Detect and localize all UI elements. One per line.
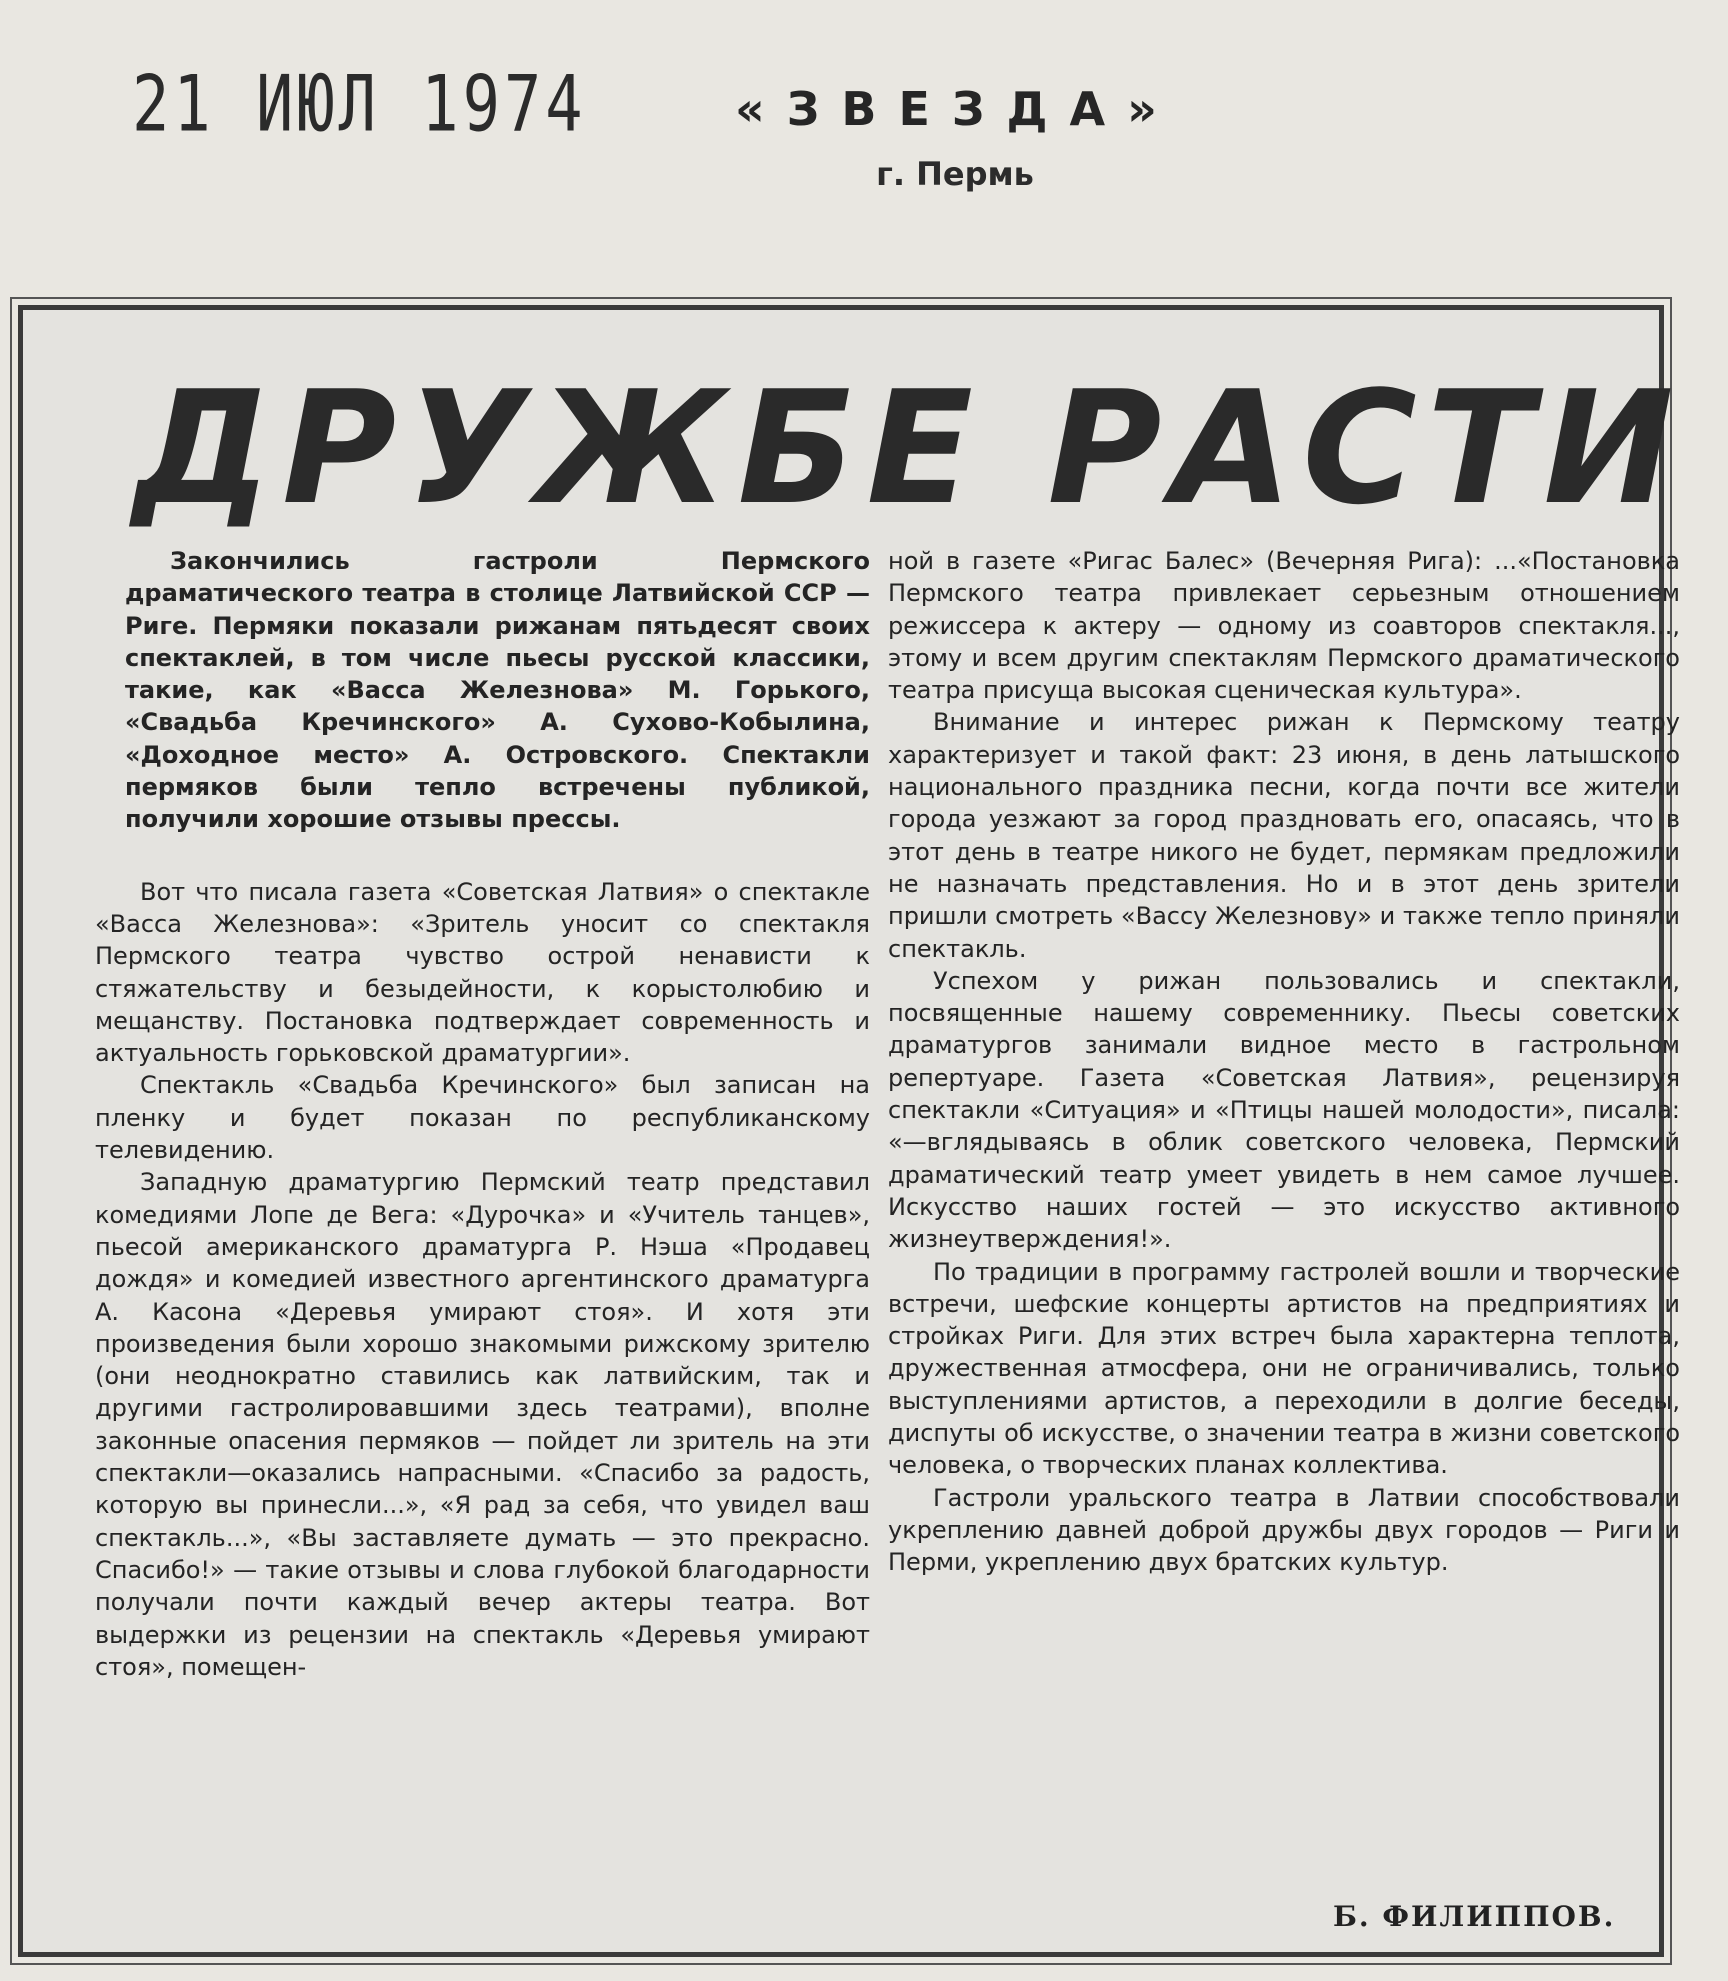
newspaper-clipping [18,305,1684,1957]
article-lead: Закончились гастроли Пермского драматического театра в столице Латвийской ССР — Риге. Пермяки показали рижанам пятьдесят своих спектаклей, в том числе пьесы русской классики, такие, как «Васса Железнова» М. Горького, «Свадьба Кречинского» А. Сухово-Кобылина, «Доходное место» А. Островского. Спектакли пермяков были тепло встречены публикой, получили хорошие отзывы прессы. [125,547,870,834]
article-paragraph: По традиции в программу гастролей вошли и творческие встречи, шефские концерты артистов на предприятиях и стройках Риги. Для этих встреч была характерна теплота, дружественная атмосфера, они не ограничивались, только выступлениями артистов, а переходили в долгие беседы, диспуты об искусстве, о значении театра в жизни советского человека, о творческих планах коллектива. [888,1257,1680,1480]
article-paragraph-continuation: ной в газете «Ригас Балес» (Вечерняя Рига): ...«Постановка Пермского театра привлекает серьезным отношением режиссера к актеру — одному из соавторов спектакля..., этому и всем другим спектаклям Пермского драматического театра присуща высокая сценическая культура». [888,547,1680,705]
date-stamp: 21 ИЮЛ 1974 [132,58,587,150]
article-headline: ДРУЖБЕ РАСТИ [133,357,1684,539]
article-paragraph: Внимание и интерес рижан к Пермскому театру характеризует и такой факт: 23 июня, в день латышского национального праздника песни, когда почти все жители города уезжают за город праздновать его, опасаясь, что в этот день в театре никого не будет, пермякам предложили не назначать представления. Но и в этот день зрители пришли смотреть «Вассу Железнову» и также тепло приняли спектакль. [888,708,1680,963]
article-paragraph: Гастроли уральского театра в Латвии способствовали укреплению давней доброй дружбы двух городов — Риги и Перми, укреплению двух братских культур. [888,1483,1680,1577]
article-paragraph: Спектакль «Свадьба Кречинского» был записан на пленку и будет показан по республиканскому телевидению. [95,1071,870,1165]
article-paragraph: Западную драматургию Пермский театр представил комедиями Лопе де Вега: «Дурочка» и «Учитель танцев», пьесой американского драматурга Р. Нэша «Продавец дождя» и комедией известного аргентинского драматурга А. Касона «Деревья умирают стоя». И хотя эти произведения были хорошо знакомыми рижскому зрителю (они неоднократно ставились как латвийским, так и другими гастролировавшими здесь театрами), вполне законные опасения пермяков — пойдет ли зритель на эти спектакли—оказались напрасными. «Спасибо за радость, которую вы принесли...», «Я рад за себя, что увидел ваш спектакль...», «Вы заставляете думать — это прекрасно. Спасибо!» — такие отзывы и слова глубокой благодарности получали почти каждый вечер актеры театра. Вот выдержки из рецензии на спектакль «Деревья умирают стоя», помещен- [95,1168,870,1681]
article-paragraph: Успехом у рижан пользовались и спектакли, посвященные нашему современнику. Пьесы советских драматургов занимали видное место в гастрольном репертуаре. Газета «Советская Латвия», рецензируя спектакли «Ситуация» и «Птицы нашей молодости», писала: «—вглядываясь в облик советского человека, Пермский драматический театр умеет увидеть в нем самое лучшее. Искусство наших гостей — это искусство активного жизнеутверждения!». [888,966,1680,1254]
article-column-right [888,545,1680,1579]
article-column-left [95,545,870,1683]
newspaper-stamp: «ЗВЕЗДА» [735,82,1179,136]
article-paragraph: Вот что писала газета «Советская Латвия» о спектакле «Васса Железнова»: «Зритель уносит со спектакля Пермского театра чувство острой ненависти к стяжательству и безыдейности, к корыстолюбию и мещанству. Постановка подтверждает современность и актуальность горьковской драматургии». [95,877,870,1068]
article-author: Б. ФИЛИППОВ. [1333,1900,1616,1933]
city-stamp: г. Пермь [876,155,1034,193]
